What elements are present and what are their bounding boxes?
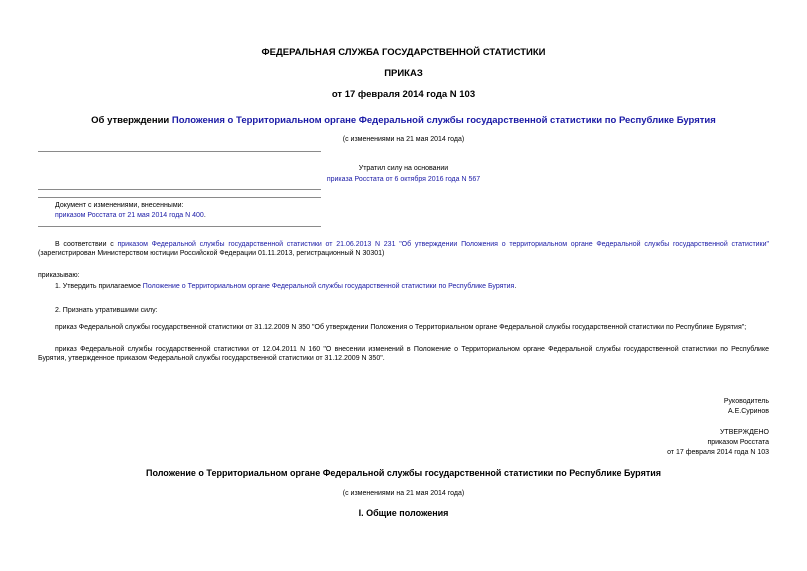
document-date: от 17 февраля 2014 года N 103	[331, 89, 476, 100]
section-heading: I. Общие положения	[358, 508, 449, 518]
divider	[38, 151, 321, 152]
document-type: ПРИКАЗ	[384, 68, 423, 79]
approved-label: УТВЕРЖДЕНО	[719, 429, 769, 436]
signature-name: А.Е.Суринов	[728, 408, 769, 415]
approved-date: от 17 февраля 2014 года N 103	[667, 449, 769, 456]
regulation-amend-note: (с изменениями на 21 мая 2014 года)	[342, 490, 465, 497]
item-1-regulation-link[interactable]: Положение о Территориальном органе Федеральной службы государственной статистики по Республике Бурятия	[142, 283, 515, 290]
approved-by: приказом Росстата	[707, 439, 769, 446]
signature-position: Руководитель	[723, 398, 769, 405]
orders-text: приказываю:	[38, 272, 80, 279]
preamble-order-link[interactable]: приказом Федеральной службы государственной статистики от 21.06.2013 N 231 "Об утверждении Положения о территориальном органе Федеральной службы государственной статистики"	[117, 241, 770, 248]
agency-name: ФЕДЕРАЛЬНАЯ СЛУЖБА ГОСУДАРСТВЕННОЙ СТАТИСТИКИ	[261, 47, 546, 58]
repeal-2: приказ Федеральной службы государственной статистики от 12.04.2011 N 160 "О внесении изменений в Положение о Территориальном органе Федеральной службы государственной статистики по Республике Бурятия, утвержденное приказом Федеральной службы государственной статистики от 31.12.2009 N 350".	[38, 346, 769, 362]
item-1-prefix: 1. Утвердить прилагаемое	[55, 283, 143, 290]
preamble-prefix: В соответствии с	[55, 241, 118, 248]
regulation-title: Положение о Территориальном органе Федеральной службы государственной статистики по Республике Бурятия	[145, 468, 662, 478]
revisions-line	[55, 211, 206, 220]
title-amend-note: (с изменениями на 21 мая 2014 года)	[342, 136, 465, 143]
title-prefix: Об утверждении	[91, 115, 172, 126]
item-1	[55, 282, 516, 291]
preamble-paragraph	[38, 240, 769, 258]
revisions-suffix: .	[203, 212, 206, 219]
repeal-1: приказ Федеральной службы государственной статистики от 31.12.2009 N 350 "Об утверждении Положения о Территориальном органе Федеральной службы государственной статистики по Республике Бурятия";	[55, 324, 747, 331]
item-2: 2. Признать утратившими силу:	[55, 307, 158, 314]
revisions-link[interactable]: приказом Росстата от 21 мая 2014 года N 400	[55, 212, 204, 219]
document-title	[0, 115, 807, 126]
title-regulation-link[interactable]: Положения о Территориальном органе Федеральной службы государственной статистики по Республике Бурятия	[171, 115, 716, 126]
lost-force-link[interactable]: приказа Росстата от 6 октября 2016 года N 567	[326, 176, 481, 183]
item-1-suffix: .	[514, 283, 517, 290]
revisions-text: Документ с изменениями, внесенными:	[55, 202, 184, 209]
divider	[38, 197, 321, 198]
divider	[38, 189, 321, 190]
divider	[38, 226, 321, 227]
preamble-suffix: (зарегистрирован Министерством юстиции Российской Федерации 01.11.2013, регистрационный N 30301)	[38, 250, 385, 257]
lost-force-text: Утратил силу на основании	[358, 165, 449, 172]
